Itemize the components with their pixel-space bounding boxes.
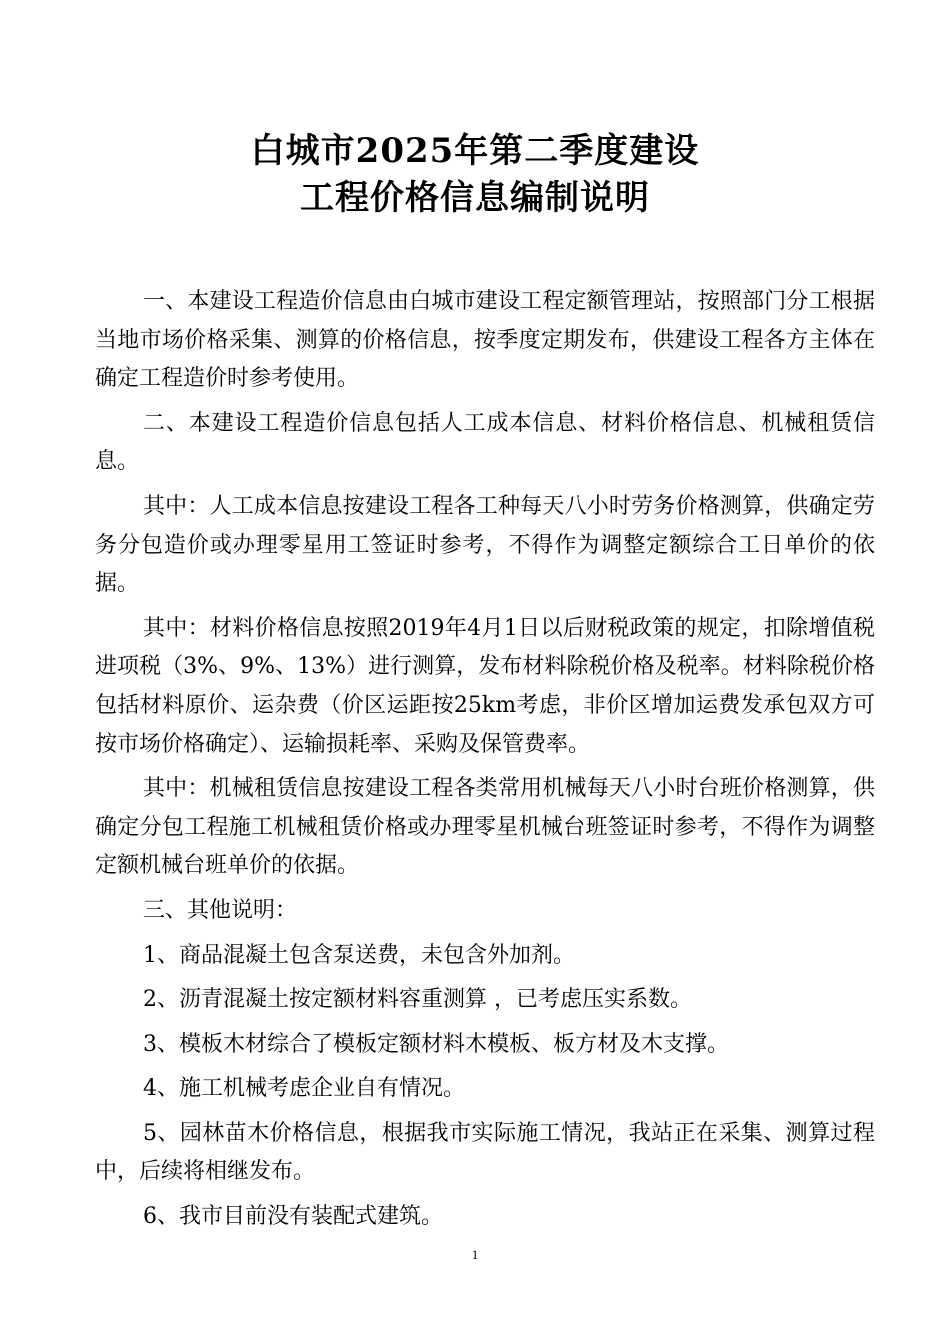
paragraph-10: 4、施工机械考虑企业自有情况。 (143, 1076, 465, 1102)
paragraph-4: 其中：材料价格信息按照2019年4月1日以后财税政策的规定，扣除增值税进项税（3%、9%、13%）进行测算，发布材料除税价格及税率。材料除税价格包括材料原价、运杂费（价区运距按25km考虑，非价区增加运费发承包双方可按市场价格确定）、运输损耗率、采购及保管费率。 (95, 615, 875, 757)
paragraph-9: 3、模板木材综合了模板定额材料木模板、板方材及木支撑。 (143, 1031, 729, 1057)
paragraph-8: 2、沥青混凝土按定额材料容重测算 ，已考虑压实系数。 (143, 987, 692, 1013)
document-title-line-2: 工程价格信息编制说明 (300, 178, 650, 218)
paragraph-5: 其中：机械租赁信息按建设工程各类常用机械每天八小时台班价格测算，供确定分包工程施工机械租赁价格或办理零星机械台班签证时参考，不得作为调整定额机械台班单价的依据。 (95, 776, 875, 879)
paragraph-3: 其中：人工成本信息按建设工程各工种每天八小时劳务价格测算，供确定劳务分包造价或办理零星用工签证时参考，不得作为调整定额综合工日单价的依据。 (95, 493, 875, 597)
paragraph-6: 三、其他说明： (143, 897, 298, 923)
document-body (95, 283, 875, 1243)
paragraph-1: 一、本建设工程造价信息由白城市建设工程定额管理站，按照部门分工根据当地市场价格采集、测算的价格信息，按季度定期发布，供建设工程各方主体在确定工程造价时参考使用。 (95, 289, 875, 392)
paragraph-11: 5、园林苗木价格信息，根据我市实际施工情况，我站正在采集、测算过程中，后续将相继发布。 (95, 1120, 875, 1185)
document-title-line-1: 白城市2025年第二季度建设 (250, 131, 700, 171)
paragraph-2: 二、本建设工程造价信息包括人工成本信息、材料价格信息、机械租赁信息。 (95, 410, 875, 475)
paragraph-7: 1、商品混凝土包含泵送费，未包含外加剂。 (143, 942, 575, 968)
page-number: 1 (471, 1247, 479, 1262)
paragraph-12: 6、我市目前没有装配式建筑。 (143, 1204, 443, 1230)
